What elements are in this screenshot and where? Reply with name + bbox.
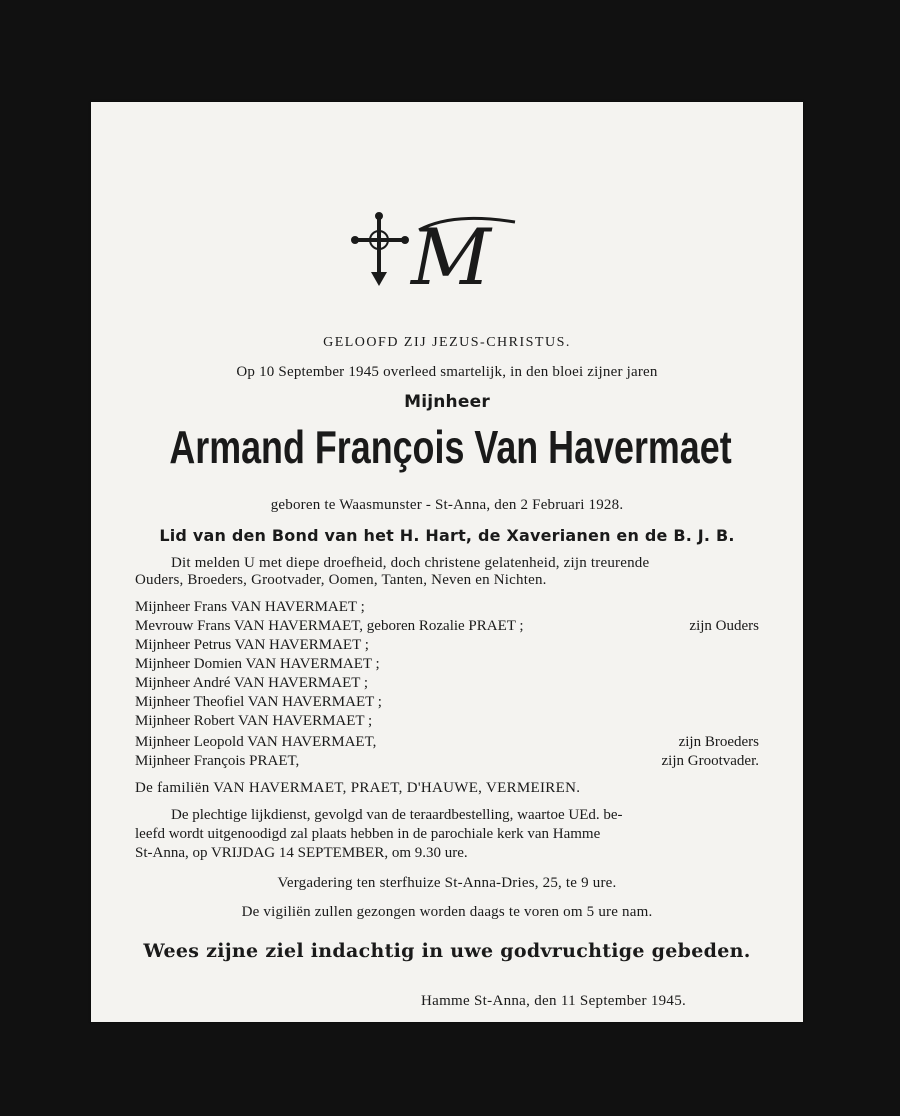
family-row (135, 694, 759, 713)
announcement-line: Ouders, Broeders, Grootvader, Oomen, Tanten, Neven en Nichten. (135, 572, 547, 588)
family-row (135, 637, 759, 656)
family-row (135, 753, 759, 772)
birth-line: geboren te Waasmunster - St-Anna, den 2 Februari 1928. (270, 497, 624, 513)
family-member-name: Mijnheer Robert VAN HAVERMAET ; (135, 713, 373, 729)
family-row (135, 675, 759, 694)
family-member-name: Mijnheer Theofiel VAN HAVERMAET ; (135, 694, 382, 710)
cross-monogram-logo (349, 210, 519, 300)
service-line: De plechtige lijkdienst, gevolgd van de teraardbestelling, waartoe UEd. be- (171, 807, 623, 823)
memorial-card (91, 102, 803, 1022)
monogram-letter: M (411, 213, 491, 300)
vigil-line: De vigiliën zullen gezongen worden daags te voren om 5 ure nam. (241, 904, 653, 920)
families-line: De familiën VAN HAVERMAET, PRAET, D'HAUWE, VERMEIREN. (135, 780, 581, 796)
service-line: St-Anna, op VRIJDAG 14 SEPTEMBER, om 9.30 ure. (135, 845, 468, 861)
family-member-name: Mijnheer Petrus VAN HAVERMAET ; (135, 637, 369, 653)
family-row (135, 734, 759, 753)
family-member-name: Mijnheer Leopold VAN HAVERMAET, (135, 734, 377, 750)
funeral-service-paragraph (135, 806, 759, 863)
family-row (135, 656, 759, 675)
honorific: Mijnheer (404, 392, 490, 412)
family-relation: zijn Broeders (678, 734, 759, 750)
family-relation: zijn Ouders (689, 618, 759, 634)
gathering-line: Vergadering ten sterfhuize St-Anna-Dries, 25, te 9 ure. (277, 875, 617, 891)
place-date: Hamme St-Anna, den 11 September 1945. (421, 993, 687, 1009)
death-line: Op 10 September 1945 overleed smartelijk, in den bloei zijner jaren (236, 364, 658, 380)
family-row (135, 713, 759, 732)
announcement-line: Dit melden U met diepe droefheid, doch christene gelatenheid, zijn treurende (171, 555, 650, 571)
family-member-name: Mijnheer Domien VAN HAVERMAET ; (135, 656, 380, 672)
deceased-name: Armand François Van Havermaet (169, 421, 732, 473)
family-relation: zijn Grootvader. (661, 753, 759, 769)
intro-title: GELOOFD ZIJ JEZUS-CHRISTUS. (323, 335, 571, 350)
service-line: leefd wordt uitgenoodigd zal plaats hebben in de parochiale kerk van Hamme (135, 826, 601, 842)
family-row (135, 618, 759, 637)
prayer-line: Wees zijne ziel indachtig in uwe godvruchtige gebeden. (143, 940, 751, 962)
family-member-name: Mijnheer André VAN HAVERMAET ; (135, 675, 369, 691)
family-row (135, 599, 759, 618)
family-member-name: Mijnheer François PRAET, (135, 753, 300, 769)
family-member-name: Mevrouw Frans VAN HAVERMAET, geboren Rozalie PRAET ; (135, 618, 524, 634)
family-member-name: Mijnheer Frans VAN HAVERMAET ; (135, 599, 365, 615)
membership-line: Lid van den Bond van het H. Hart, de Xaverianen en de B. J. B. (159, 526, 735, 545)
